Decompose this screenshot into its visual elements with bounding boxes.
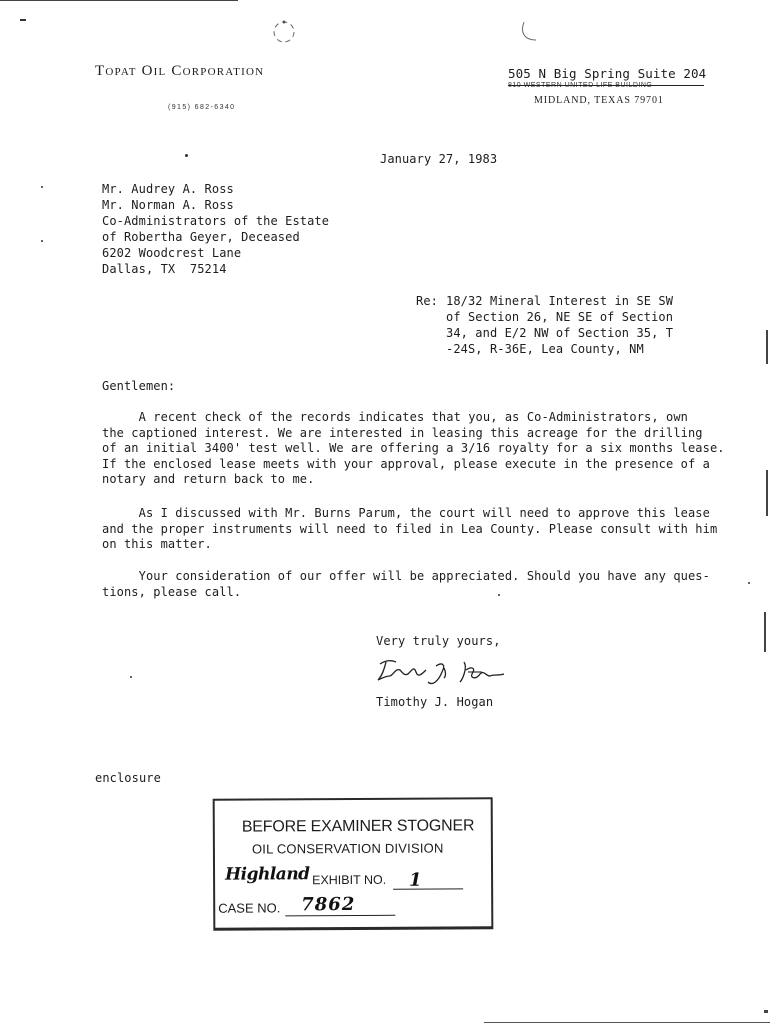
stamp-exhibit-number: 1 bbox=[409, 869, 422, 891]
body-paragraph bbox=[102, 506, 717, 553]
subject-label: Re: bbox=[416, 294, 438, 308]
scan-speck bbox=[498, 594, 500, 596]
stamp-exhibit-label: EXHIBIT NO. bbox=[312, 872, 387, 888]
stamp-case-number: 7862 bbox=[301, 893, 356, 916]
scan-edge-mark bbox=[764, 1010, 768, 1013]
scan-speck bbox=[130, 676, 132, 678]
paragraph-line: of an initial 3400' test well. We are offering a 3/16 royalty for a six months lease. bbox=[102, 441, 725, 455]
paragraph-line: If the enclosed lease meets with your approval, please execute in the presence of a bbox=[102, 456, 710, 471]
company-address-line1: 505 N Big Spring Suite 204 bbox=[508, 66, 707, 81]
letterhead-emblem-mark bbox=[268, 14, 300, 46]
company-phone: (915) 682-6340 bbox=[168, 104, 236, 111]
paragraph-line: and the proper instruments will need to filed in Lea County. Please consult with him bbox=[102, 521, 718, 536]
stamp-party-handwritten: Highland bbox=[225, 864, 310, 885]
scan-edge-line bbox=[484, 1022, 770, 1023]
body-paragraph bbox=[102, 569, 710, 600]
letter-date: January 27, 1983 bbox=[380, 152, 498, 166]
recipient-line: Mr. Audrey A. Ross bbox=[102, 182, 234, 196]
paragraph-line: on this matter. bbox=[102, 537, 212, 551]
scan-edge-mark bbox=[766, 470, 768, 516]
stamp-title: BEFORE EXAMINER STOGNER bbox=[241, 817, 475, 836]
closing: Very truly yours, bbox=[376, 634, 501, 648]
subject-block bbox=[446, 294, 674, 357]
recipient-line: of Robertha Geyer, Deceased bbox=[102, 230, 300, 244]
scan-edge-mark bbox=[766, 330, 768, 364]
subject-line: 34, and E/2 NW of Section 35, T bbox=[446, 326, 674, 340]
scan-speck bbox=[41, 186, 43, 188]
recipient-line: Mr. Norman A. Ross bbox=[102, 198, 234, 212]
stamp-case-label: CASE NO. bbox=[218, 900, 281, 916]
subject-line: 18/32 Mineral Interest in SE SW bbox=[446, 294, 674, 308]
scan-mark bbox=[516, 18, 544, 46]
salutation: Gentlemen: bbox=[102, 379, 176, 393]
paragraph-line: the captioned interest. We are interested in leasing this acreage for the drilling bbox=[102, 425, 703, 440]
stamp-division: OIL CONSERVATION DIVISION bbox=[251, 840, 444, 857]
scan-speck bbox=[748, 582, 750, 584]
exhibit-stamp bbox=[213, 797, 494, 930]
recipient-address-block bbox=[102, 181, 329, 277]
recipient-line: 6202 Woodcrest Lane bbox=[102, 246, 242, 260]
paragraph-line: As I discussed with Mr. Burns Parum, the court will need to approve this lease bbox=[102, 506, 710, 520]
paragraph-line: A recent check of the records indicates that you, as Co-Administrators, own bbox=[102, 410, 688, 424]
scan-edge-line bbox=[0, 0, 238, 1]
subject-line: of Section 26, NE SE of Section bbox=[446, 310, 674, 324]
scan-speck bbox=[41, 240, 43, 242]
stamp-exhibit-underline bbox=[393, 888, 463, 889]
scan-edge-mark bbox=[764, 612, 766, 652]
enclosure-note: enclosure bbox=[95, 771, 161, 785]
company-name: Topat Oil Corporation bbox=[95, 63, 265, 79]
recipient-line: Dallas, TX 75214 bbox=[102, 262, 227, 276]
paragraph-line: tions, please call. bbox=[102, 584, 242, 599]
paragraph-line: Your consideration of our offer will be appreciated. Should you have any ques- bbox=[102, 569, 710, 583]
signer-name: Timothy J. Hogan bbox=[376, 695, 494, 709]
handwritten-signature bbox=[372, 654, 516, 694]
scan-speck bbox=[185, 154, 188, 157]
paragraph-line: notary and return back to me. bbox=[102, 472, 315, 486]
recipient-line: Co-Administrators of the Estate bbox=[102, 214, 330, 228]
subject-line: -24S, R-36E, Lea County, NM bbox=[446, 342, 644, 356]
body-paragraph bbox=[102, 410, 725, 488]
struck-out-address: 810 WESTERN UNITED LIFE BUILDING bbox=[508, 82, 704, 89]
scan-speck bbox=[20, 19, 26, 21]
company-address-line2: MIDLAND, TEXAS 79701 bbox=[534, 95, 664, 106]
